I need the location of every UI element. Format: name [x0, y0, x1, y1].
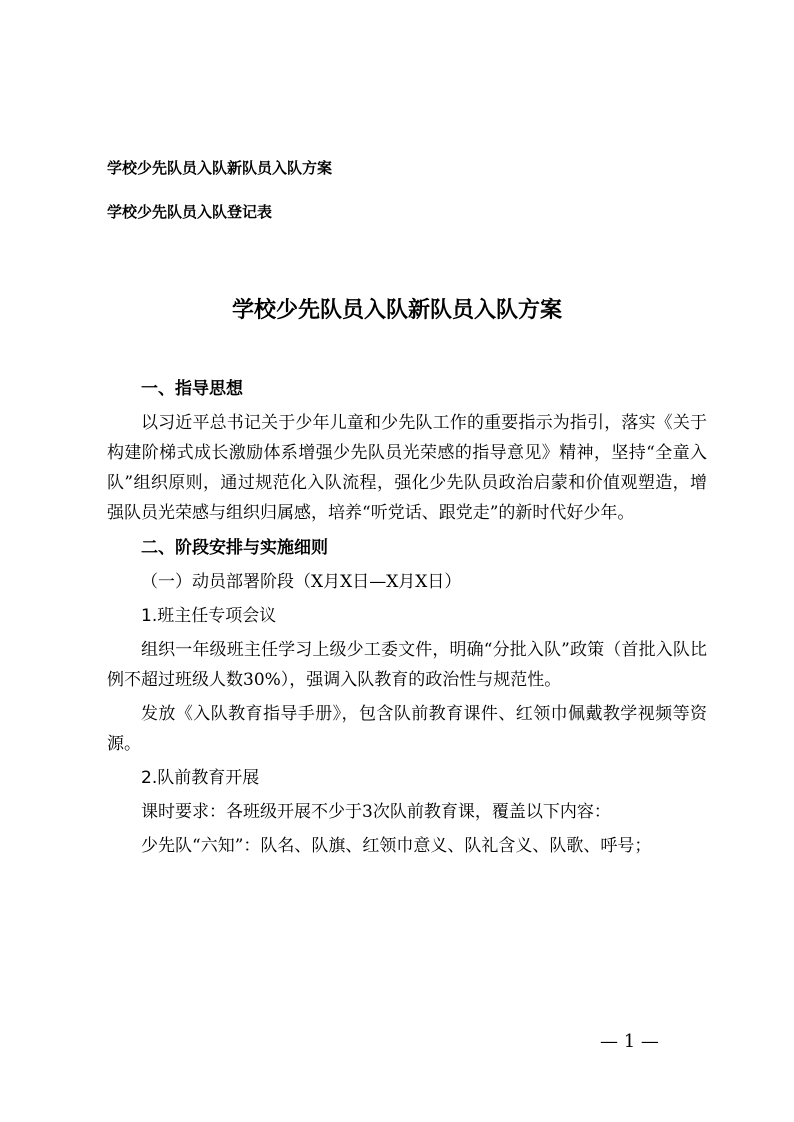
- item-heading-teacher-meeting: 1.班主任专项会议: [141, 606, 277, 626]
- item-heading-pre-join-education: 2.队前教育开展: [141, 768, 260, 788]
- paragraph-teacher-meeting-2: 发放《入队教育指导手册》，包含队前教育课件、红领巾佩戴教学视频等资源。: [107, 704, 707, 754]
- toc-item-plan[interactable]: 学校少先队员入队新队员入队方案: [107, 159, 333, 177]
- page-number: — 1 —: [600, 1031, 659, 1052]
- paragraph-six-knowledge: 少先队“六知”：队名、队旗、红领巾意义、队礼含义、队歌、呼号；: [141, 836, 652, 856]
- subsection-heading-mobilization: （一）动员部署阶段（X月X日—X月X日）: [141, 572, 462, 592]
- paragraph-class-requirement: 课时要求：各班级开展不少于3次队前教育课，覆盖以下内容：: [141, 802, 611, 822]
- document-title: 学校少先队员入队新队员入队方案: [231, 298, 562, 323]
- section-heading-stage-arrangement: 二、阶段安排与实施细则: [141, 538, 328, 558]
- paragraph-guiding-ideology: 以习近平总书记关于少年儿童和少先队工作的重要指示为指引，落实《关于构建阶梯式成长激励体系增强少先队员光荣感的指导意见》精神，坚持“全童入队”组织原则，通过规范化入队流程，强化少先队员政治启蒙和价值观塑造，增强队员光荣感与组织归属感，培养“听党话、跟党走”的新时代好少年。: [107, 413, 707, 523]
- paragraph-teacher-meeting-1: 组织一年级班主任学习上级少工委文件，明确“分批入队”政策（首批入队比例不超过班级人数30%），强调入队教育的政治性与规范性。: [107, 640, 707, 690]
- document-body: [107, 374, 707, 861]
- section-heading-guiding-ideology: 一、指导思想: [141, 379, 243, 399]
- toc-item-registration-form[interactable]: 学校少先队员入队登记表: [107, 203, 273, 221]
